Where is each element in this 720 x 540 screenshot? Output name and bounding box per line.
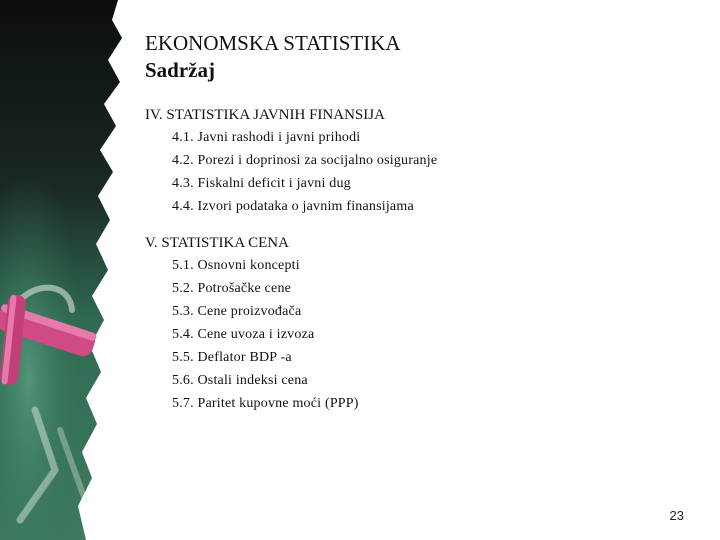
slide-title: EKONOMSKA STATISTIKA (145, 31, 401, 55)
list-item: 5.1. Osnovni koncepti (172, 258, 300, 273)
chalkboard-decoration (0, 0, 140, 540)
section-price-statistics (145, 232, 705, 415)
list-item: 5.4. Cene uvoza i izvoza (172, 327, 315, 342)
page-number: 23 (669, 508, 684, 523)
list-item: 5.5. Deflator BDP -a (172, 350, 292, 365)
list-item: 4.4. Izvori podataka o javnim finansijama (172, 199, 414, 214)
list-item: 4.1. Javni rashodi i javni prihodi (172, 130, 361, 145)
slide-subtitle: Sadržaj (145, 58, 215, 82)
list-item: 4.2. Porezi i doprinosi za socijalno osiguranje (172, 153, 438, 168)
section-heading: V. STATISTIKA CENA (145, 235, 289, 251)
list-item: 5.6. Ostali indeksi cena (172, 373, 308, 388)
list-item: 5.3. Cene proizvođača (172, 304, 302, 319)
list-item: 4.3. Fiskalni deficit i javni dug (172, 176, 351, 191)
table-of-contents (145, 104, 705, 429)
section-public-finance (145, 104, 705, 218)
section-heading: IV. STATISTIKA JAVNIH FINANSIJA (145, 107, 385, 123)
list-item: 5.7. Paritet kupovne moći (PPP) (172, 396, 359, 411)
list-item: 5.2. Potrošačke cene (172, 281, 292, 296)
